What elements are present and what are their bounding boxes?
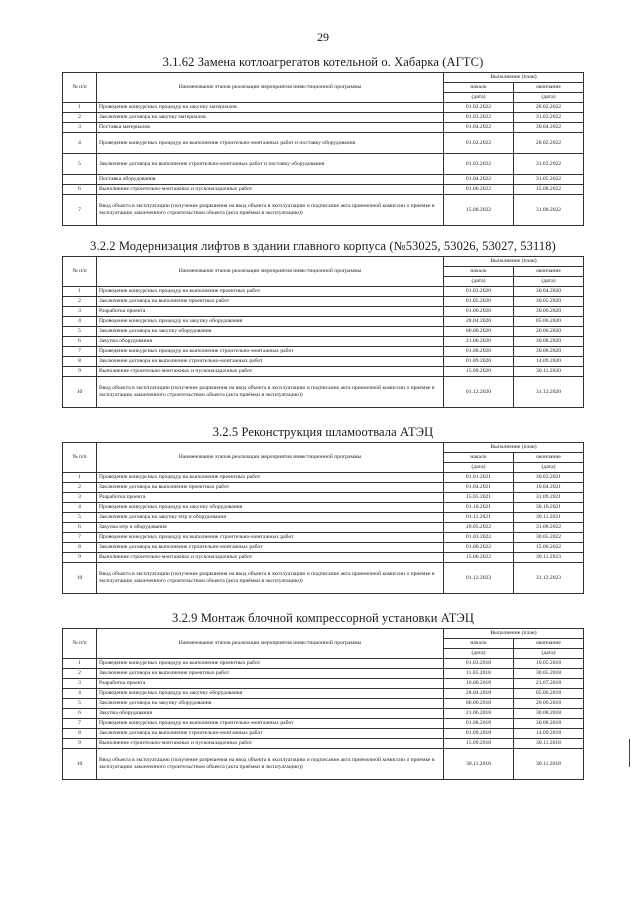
row-stage-name: Проведение конкурсных процедур на выполнение проектных работ bbox=[97, 287, 444, 297]
schedule-table bbox=[62, 628, 584, 780]
row-start-date: 06.06.2020 bbox=[444, 327, 514, 337]
row-start-date: 01.09.2018 bbox=[444, 729, 514, 739]
schedule-table bbox=[62, 72, 584, 226]
row-start-date: 01.06.2022 bbox=[444, 543, 514, 553]
row-end-date: 30.03.2021 bbox=[514, 473, 584, 483]
row-number: 3 bbox=[63, 679, 97, 689]
row-start-date: 01.02.2022 bbox=[444, 133, 514, 154]
row-start-date: 15.05.2021 bbox=[444, 493, 514, 503]
table-row bbox=[63, 679, 584, 689]
row-number: 3 bbox=[63, 307, 97, 317]
row-number: 7 bbox=[63, 347, 97, 357]
row-start-date: 28.04.2020 bbox=[444, 317, 514, 327]
row-end-date: 05.06.2020 bbox=[514, 317, 584, 327]
section-title: 3.1.62 Замена котлоагрегатов котельной о. Хабарка (АГТС) bbox=[162, 55, 484, 69]
header-row bbox=[63, 629, 584, 639]
table-row bbox=[63, 133, 584, 154]
row-stage-name: Выполнение строительно-монтажных и пусконаладочных работ bbox=[97, 185, 444, 195]
row-end-date: 20.06.2020 bbox=[514, 327, 584, 337]
row-start-date: 01.02.2022 bbox=[444, 103, 514, 113]
header-row bbox=[63, 73, 584, 83]
row-end-date: 20.06.2018 bbox=[514, 699, 584, 709]
header-row bbox=[63, 443, 584, 453]
row-number: 7 bbox=[63, 533, 97, 543]
row-end-date: 30.11.2021 bbox=[514, 513, 584, 523]
table-row bbox=[63, 493, 584, 503]
header-stage: Наименование этапов реализации мероприятия инвестиционной программы bbox=[97, 257, 444, 287]
header-start-sub: (дата) bbox=[444, 93, 514, 103]
row-number: 6 bbox=[63, 709, 97, 719]
row-stage-name: Разработка проекта bbox=[97, 307, 444, 317]
sections-container bbox=[62, 55, 584, 780]
row-stage-name: Заключение договора на закупку материалов bbox=[97, 113, 444, 123]
header-plan: Выполнение (план) bbox=[444, 443, 584, 453]
row-stage-name: Проведение конкурсных процедур на закупку оборудования bbox=[97, 689, 444, 699]
row-number: 6 bbox=[63, 185, 97, 195]
row-end-date: 15.06.2022 bbox=[514, 543, 584, 553]
row-stage-name: Проведение конкурсных процедур на выполнение строительно-монтажных работ bbox=[97, 533, 444, 543]
header-end: окончание bbox=[514, 267, 584, 277]
row-stage-name: Ввод объекта в эксплуатацию (получение разрешения на ввод объекта в эксплуатацию и подписание акта приемочной комиссии о приемке в эксплуатацию законченного строительством объекта (акта приёмки в эксплуатацию)) bbox=[97, 195, 444, 226]
row-end-date: 21.07.2018 bbox=[514, 679, 584, 689]
row-number: 5 bbox=[63, 699, 97, 709]
row-stage-name: Заключение договора на выполнение строительно-монтажных работ и поставку оборудования bbox=[97, 154, 444, 175]
row-number: 9 bbox=[63, 553, 97, 563]
row-end-date: 30.10.2021 bbox=[514, 503, 584, 513]
table-row bbox=[63, 195, 584, 226]
row-start-date: 01.08.2018 bbox=[444, 719, 514, 729]
table-row bbox=[63, 699, 584, 709]
table-row bbox=[63, 729, 584, 739]
table-row bbox=[63, 659, 584, 669]
row-number: 7 bbox=[63, 195, 97, 226]
header-plan: Выполнение (план) bbox=[444, 257, 584, 267]
row-start-date: 11.05.2018 bbox=[444, 669, 514, 679]
row-stage-name: Ввод объекта в эксплуатацию (получение разрешения на ввод объекта в эксплуатацию и подписание акта приемочной комиссии о приемке в эксплуатацию законченного строительством объекта (акта приёмки в эксплуатацию)) bbox=[97, 377, 444, 408]
row-stage-name: Заключение договора на выполнение строительно-монтажных работ bbox=[97, 729, 444, 739]
row-end-date: 31.12.2020 bbox=[514, 377, 584, 408]
row-stage-name: Проведение конкурсных процедур на закупку оборудования bbox=[97, 503, 444, 513]
row-stage-name: Разработка проекта bbox=[97, 493, 444, 503]
row-number: 2 bbox=[63, 483, 97, 493]
row-number: 6 bbox=[63, 337, 97, 347]
table-row bbox=[63, 523, 584, 533]
row-end-date: 15.08.2022 bbox=[514, 185, 584, 195]
table-row bbox=[63, 347, 584, 357]
row-start-date: 01.05.2020 bbox=[444, 297, 514, 307]
section-title: 3.2.5 Реконструкция шламоотвала АТЭЦ bbox=[212, 425, 434, 439]
row-stage-name: Проведение конкурсных процедур на выполнение строительно-монтажных работ bbox=[97, 347, 444, 357]
header-end: окончание bbox=[514, 453, 584, 463]
row-start-date: 01.03.2022 bbox=[444, 154, 514, 175]
row-number: 5 bbox=[63, 154, 97, 175]
table-row bbox=[63, 749, 584, 780]
row-number: 9 bbox=[63, 739, 97, 749]
row-end-date: 31.09.2021 bbox=[514, 493, 584, 503]
row-number: 2 bbox=[63, 297, 97, 307]
row-end-date: 30.05.2020 bbox=[514, 297, 584, 307]
header-number: № п/п bbox=[63, 629, 97, 659]
row-end-date: 05.06.2018 bbox=[514, 689, 584, 699]
row-number: 10 bbox=[63, 749, 97, 780]
row-stage-name: Выполнение строительно-монтажных и пусконаладочных работ bbox=[97, 739, 444, 749]
header-end-sub: (дата) bbox=[514, 277, 584, 287]
table-row bbox=[63, 503, 584, 513]
row-end-date: 14.09.2020 bbox=[514, 357, 584, 367]
row-stage-name: Проведение конкурсных процедур на выполнение строительно-монтажных работ и поставку оборудования bbox=[97, 133, 444, 154]
header-number: № п/п bbox=[63, 257, 97, 287]
row-end-date: 28.02.2022 bbox=[514, 103, 584, 113]
row-end-date: 28.02.2022 bbox=[514, 133, 584, 154]
section-title: 3.2.9 Монтаж блочной компрессорной установки АТЭЦ bbox=[172, 611, 474, 625]
row-end-date: 30.08.2018 bbox=[514, 709, 584, 719]
row-number: 10 bbox=[63, 563, 97, 594]
row-start-date: 06.06.2018 bbox=[444, 699, 514, 709]
row-start-date: 10.06.2018 bbox=[444, 679, 514, 689]
row-number: 5 bbox=[63, 327, 97, 337]
row-number: 2 bbox=[63, 669, 97, 679]
row-start-date: 30.11.2018 bbox=[444, 749, 514, 780]
table-row bbox=[63, 185, 584, 195]
row-end-date: 30.11.2020 bbox=[514, 367, 584, 377]
section-spacer bbox=[62, 594, 584, 608]
schedule-table bbox=[62, 256, 584, 408]
header-stage: Наименование этапов реализации мероприятия инвестиционной программы bbox=[97, 443, 444, 473]
row-start-date: 01.09.2020 bbox=[444, 357, 514, 367]
row-start-date: 01.03.2020 bbox=[444, 287, 514, 297]
row-stage-name: Заключение договора на закупку оборудования bbox=[97, 699, 444, 709]
row-stage-name: Проведение конкурсных процедур на закупку оборудования bbox=[97, 317, 444, 327]
row-start-date: 01.12.2023 bbox=[444, 563, 514, 594]
row-start-date: 01.08.2020 bbox=[444, 347, 514, 357]
row-end-date: 30.04.2022 bbox=[514, 123, 584, 133]
row-end-date: 30.08.2018 bbox=[514, 719, 584, 729]
header-start-sub: (дата) bbox=[444, 277, 514, 287]
row-number: 1 bbox=[63, 287, 97, 297]
row-stage-name: Ввод объекта в эксплуатацию (получение разрешения на ввод объекта в эксплуатацию и подписание акта приемочной комиссии о приемке в эксплуатацию законченного строительством объекта (акта приёмки в эксплуатацию)) bbox=[97, 563, 444, 594]
row-start-date: 20.05.2022 bbox=[444, 523, 514, 533]
row-start-date: 01.03.2022 bbox=[444, 113, 514, 123]
row-end-date: 31.05.2022 bbox=[514, 175, 584, 185]
row-end-date: 31.03.2022 bbox=[514, 113, 584, 123]
row-stage-name: Выполнение строительно-монтажных и пусконаладочных работ bbox=[97, 367, 444, 377]
row-end-date: 30.08.2020 bbox=[514, 337, 584, 347]
header-end-sub: (дата) bbox=[514, 93, 584, 103]
row-end-date: 30.08.2020 bbox=[514, 347, 584, 357]
row-number: 8 bbox=[63, 729, 97, 739]
table-row bbox=[63, 689, 584, 699]
table-row bbox=[63, 367, 584, 377]
row-start-date: 01.03.2022 bbox=[444, 533, 514, 543]
table-row bbox=[63, 739, 584, 749]
scan-edge-mark bbox=[629, 739, 630, 767]
row-stage-name: Проведение конкурсных процедур на закупку материалов bbox=[97, 103, 444, 113]
row-start-date: 21.06.2020 bbox=[444, 337, 514, 347]
row-number: 4 bbox=[63, 503, 97, 513]
table-row bbox=[63, 709, 584, 719]
row-start-date: 01.06.2022 bbox=[444, 185, 514, 195]
table-row bbox=[63, 563, 584, 594]
header-start: начало bbox=[444, 453, 514, 463]
row-number: 4 bbox=[63, 317, 97, 327]
table-row bbox=[63, 553, 584, 563]
row-start-date: 01.04.2022 bbox=[444, 175, 514, 185]
header-end-sub: (дата) bbox=[514, 649, 584, 659]
row-stage-name: Проведение конкурсных процедур на выполнение проектных работ bbox=[97, 473, 444, 483]
header-start: начало bbox=[444, 83, 514, 93]
row-start-date: 01.04.2021 bbox=[444, 483, 514, 493]
header-end: окончание bbox=[514, 639, 584, 649]
row-stage-name: Заключение договора на закупку мтр и оборудования bbox=[97, 513, 444, 523]
row-end-date: 30.11.2018 bbox=[514, 749, 584, 780]
header-start: начало bbox=[444, 639, 514, 649]
row-number: 10 bbox=[63, 377, 97, 408]
row-start-date: 01.12.2020 bbox=[444, 377, 514, 408]
row-end-date: 30.04.2020 bbox=[514, 287, 584, 297]
row-start-date: 01.03.2018 bbox=[444, 659, 514, 669]
table-row bbox=[63, 377, 584, 408]
table-row bbox=[63, 669, 584, 679]
row-start-date: 15.06.2022 bbox=[444, 553, 514, 563]
row-end-date: 31.03.2022 bbox=[514, 154, 584, 175]
row-number: 5 bbox=[63, 513, 97, 523]
row-stage-name: Закупка оборудования bbox=[97, 709, 444, 719]
row-start-date: 01.04.2022 bbox=[444, 123, 514, 133]
row-number: 3 bbox=[63, 123, 97, 133]
row-start-date: 01.10.2021 bbox=[444, 503, 514, 513]
header-start-sub: (дата) bbox=[444, 649, 514, 659]
header-start-sub: (дата) bbox=[444, 463, 514, 473]
row-start-date: 01.01.2021 bbox=[444, 473, 514, 483]
row-end-date: 14.09.2018 bbox=[514, 729, 584, 739]
table-row bbox=[63, 543, 584, 553]
table-row bbox=[63, 103, 584, 113]
row-number: 1 bbox=[63, 659, 97, 669]
table-row bbox=[63, 483, 584, 493]
header-stage: Наименование этапов реализации мероприятия инвестиционной программы bbox=[97, 73, 444, 103]
header-end: окончание bbox=[514, 83, 584, 93]
row-number: 6 bbox=[63, 523, 97, 533]
table-row bbox=[63, 307, 584, 317]
header-row bbox=[63, 257, 584, 267]
table-row bbox=[63, 473, 584, 483]
row-number: 4 bbox=[63, 689, 97, 699]
table-row bbox=[63, 357, 584, 367]
row-stage-name: Поставка оборудования bbox=[97, 175, 444, 185]
row-stage-name: Закупка оборудования bbox=[97, 337, 444, 347]
table-row bbox=[63, 123, 584, 133]
row-stage-name: Заключение договора на выполнение проектных работ bbox=[97, 669, 444, 679]
row-end-date: 31.08.2022 bbox=[514, 195, 584, 226]
row-end-date: 30.11.2018 bbox=[514, 739, 584, 749]
row-start-date: 15.09.2020 bbox=[444, 367, 514, 377]
header-plan: Выполнение (план) bbox=[444, 73, 584, 83]
row-end-date: 31.08.2022 bbox=[514, 523, 584, 533]
table-row bbox=[63, 175, 584, 185]
table-row bbox=[63, 513, 584, 523]
table-row bbox=[63, 154, 584, 175]
table-row bbox=[63, 327, 584, 337]
row-stage-name: Заключение договора на выполнение проектных работ bbox=[97, 483, 444, 493]
row-start-date: 01.06.2020 bbox=[444, 307, 514, 317]
row-number: 2 bbox=[63, 113, 97, 123]
page-number: 29 bbox=[317, 30, 329, 44]
header-plan: Выполнение (план) bbox=[444, 629, 584, 639]
row-stage-name: Закупка мтр и оборудования bbox=[97, 523, 444, 533]
row-start-date: 01.11.2021 bbox=[444, 513, 514, 523]
row-stage-name: Заключение договора на выполнение строительно-монтажных работ bbox=[97, 543, 444, 553]
row-end-date: 10.05.2018 bbox=[514, 659, 584, 669]
row-number: 1 bbox=[63, 103, 97, 113]
row-number: 3 bbox=[63, 493, 97, 503]
table-row bbox=[63, 287, 584, 297]
table-row bbox=[63, 113, 584, 123]
table-row bbox=[63, 297, 584, 307]
row-number bbox=[63, 175, 97, 185]
row-end-date: 30.11.2023 bbox=[514, 553, 584, 563]
header-end-sub: (дата) bbox=[514, 463, 584, 473]
header-start: начало bbox=[444, 267, 514, 277]
header-stage: Наименование этапов реализации мероприятия инвестиционной программы bbox=[97, 629, 444, 659]
row-end-date: 30.06.2020 bbox=[514, 307, 584, 317]
row-end-date: 30.05.2022 bbox=[514, 533, 584, 543]
row-start-date: 15.08.2022 bbox=[444, 195, 514, 226]
row-stage-name: Поставка материалов bbox=[97, 123, 444, 133]
row-number: 7 bbox=[63, 719, 97, 729]
section-spacer bbox=[62, 408, 584, 422]
table-row bbox=[63, 317, 584, 327]
row-stage-name: Ввод объекта в эксплуатацию (получение разрешения на ввод объекта в эксплуатацию и подписание акта приемочной комиссии о приемке в эксплуатацию законченного строительством объекта (акта приёмки в эксплуатацию)) bbox=[97, 749, 444, 780]
row-end-date: 30.05.2018 bbox=[514, 669, 584, 679]
table-row bbox=[63, 533, 584, 543]
row-number: 1 bbox=[63, 473, 97, 483]
row-stage-name: Выполнение строительно-монтажных и пусконаладочных работ bbox=[97, 553, 444, 563]
table-row bbox=[63, 337, 584, 347]
row-stage-name: Проведение конкурсных процедур на выполнение строительно-монтажных работ bbox=[97, 719, 444, 729]
row-stage-name: Разработка проекта bbox=[97, 679, 444, 689]
row-number: 9 bbox=[63, 367, 97, 377]
table-row bbox=[63, 719, 584, 729]
section-title: 3.2.2 Модернизация лифтов в здании главного корпуса (№53025, 53026, 53027, 53118) bbox=[90, 239, 556, 253]
row-number: 8 bbox=[63, 357, 97, 367]
row-number: 4 bbox=[63, 133, 97, 154]
section-spacer bbox=[62, 226, 584, 236]
row-number: 8 bbox=[63, 543, 97, 553]
row-start-date: 15.09.2018 bbox=[444, 739, 514, 749]
row-start-date: 21.06.2018 bbox=[444, 709, 514, 719]
row-end-date: 31.12.2023 bbox=[514, 563, 584, 594]
row-end-date: 10.04.2021 bbox=[514, 483, 584, 493]
header-number: № п/п bbox=[63, 443, 97, 473]
row-start-date: 28.04.2018 bbox=[444, 689, 514, 699]
row-stage-name: Заключение договора на выполнение строительно-монтажных работ bbox=[97, 357, 444, 367]
row-stage-name: Проведение конкурсных процедур на выполнение проектных работ bbox=[97, 659, 444, 669]
row-stage-name: Заключение договора на выполнение проектных работ bbox=[97, 297, 444, 307]
schedule-table bbox=[62, 442, 584, 594]
row-stage-name: Заключение договора на закупку оборудования bbox=[97, 327, 444, 337]
header-number: № п/п bbox=[63, 73, 97, 103]
